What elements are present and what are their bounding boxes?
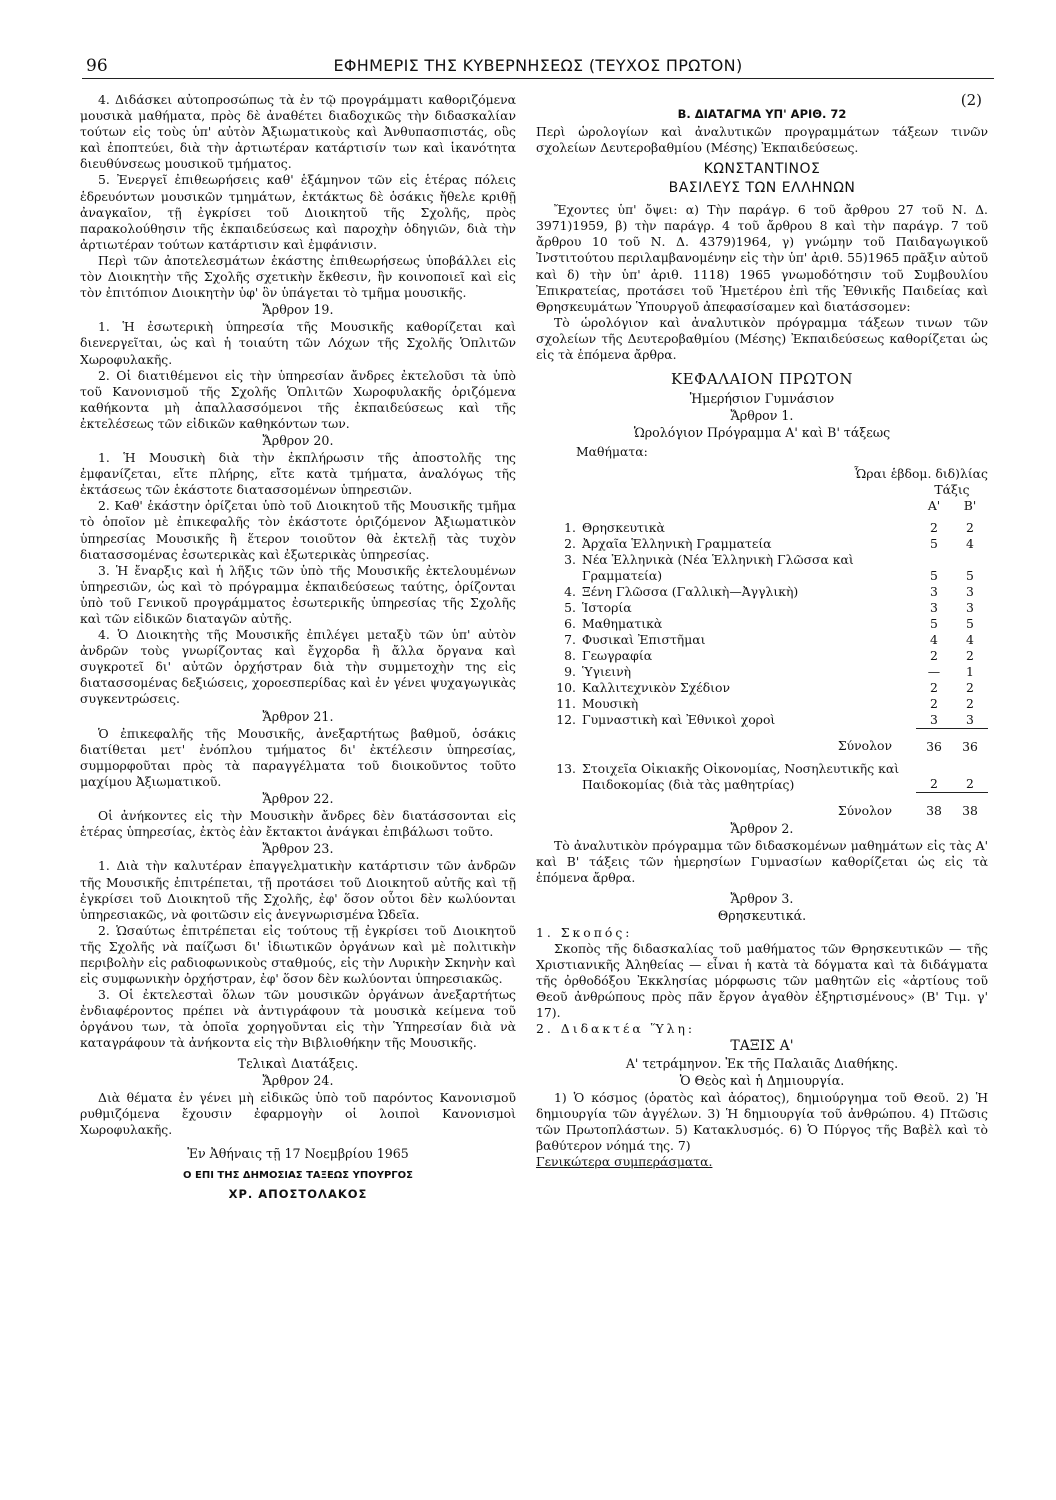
school-type: Ἡμερήσιον Γυμνάσιον [689,391,835,407]
article-19-para-2: 2. Οἱ διατιθέμενοι εἰς τὴν ὑπηρεσίαν ἄνδρες ἐκτελοῦσι τὰ ὑπὸ τοῦ Κανονισμοῦ τῆς Σχολῆς Ὁπλιτῶν Χωροφυλακῆς ὁριζόμενα καθήκοντα μὴ ἀπαλλασσόμενοι τῆς ἐκπαιδεύσεως καὶ τῆς ἐκτελέσεως τῶν εἰδικῶν καθηκόντων των. [80,367,516,431]
hours-b: 4 [966,535,974,551]
subject-name: Φυσικαὶ Ἐπιστῆμαι [582,631,706,647]
date-line: Ἐν Ἀθήναις τῇ 17 Νοεμβρίου 1965 [187,1146,409,1161]
topics-text-end: Γενικώτερα συμπεράσματα. [536,1154,713,1170]
subject-number: 11. [556,695,576,711]
table-row [536,680,988,696]
table-row [536,536,988,552]
article-1-heading: Ἄρθρον 1. [730,408,794,424]
hours-a: 5 [930,567,938,583]
article-20-heading: Ἄρθρον 20. [262,432,334,448]
subject-name: Ἱστορία [582,599,632,615]
king-title: ΒΑΣΙΛΕΥΣ ΤΩΝ ΕΛΛΗΝΩΝ [668,180,856,197]
table-row [536,648,988,664]
subject-name: Γυμναστικὴ καὶ Ἐθνικοὶ χοροὶ [582,711,776,727]
total-a: 36 [916,728,952,755]
gazette-title: ΕΦΗΜΕΡΙΣ ΤΗΣ ΚΥΒΕΡΝΗΣΕΩΣ (ΤΕΥΧΟΣ ΠΡΩΤΟΝ) [333,56,743,75]
minister-title: Ο ΕΠΙ ΤΗΣ ΔΗΜΟΣΙΑΣ ΤΑΞΕΩΣ ΥΠΟΥΡΓΟΣ [183,1170,413,1182]
hours-a: 3 [930,599,938,615]
teaching-matter-label: 2. Διδακτέα Ὕλη: [536,1021,696,1037]
decree-number: (2) [960,91,982,109]
article-23-para-1: 1. Διὰ τὴν καλυτέραν ἐπαγγελματικὴν κατάρτισιν τῶν ἀνδρῶν τῆς Μουσικῆς ἐπιτρέπεται, τῇ προτάσει τοῦ Διοικητοῦ αὐτῆς καὶ τῇ ἐγκρίσει τοῦ Διοικητοῦ τῆς Σχολῆς, ἐφ' ὅσον οὗτοι δὲν κωλύονται ὑπηρεσιακῶς, νὰ φοιτῶσιν εἰς ἀνεγνωρισμένα Ὠδεῖα. [80,858,516,922]
king-heading [536,160,988,198]
subject-number: 6. [564,615,576,631]
subject-name: Νέα Ἑλληνικὰ (Νέα Ἑλληνικὴ Γλῶσσα καὶ Γραμματεία) [582,551,854,583]
final-provisions-heading: Τελικαὶ Διατάξεις. [237,1055,359,1071]
subject-number: 1. [564,519,576,535]
subject-name: Γεωγραφία [582,647,653,663]
decree-subject: Περὶ ὡρολογίων καὶ ἀναλυτικῶν προγραμμάτων τάξεων τινῶν σχολείων Δευτεροβαθμίου (Μέσης) Ἐκπαιδεύσεως. [536,124,988,156]
hours-a: 2 [930,695,938,711]
article-24-text: Διὰ θέματα ἐν γένει μὴ εἰδικῶς ὑπὸ τοῦ παρόντος Κανονισμοῦ ρυθμιζόμενα ἔχουσιν ἐφαρμογὴν οἱ λοιποὶ Κανονισμοὶ Χωροφυλακῆς. [80,1089,516,1137]
class-b-header: Β' [963,497,977,513]
subject-number: 7. [564,631,576,647]
subject-number: 3. [564,551,576,567]
grand-total-label: Σύνολον [837,802,892,818]
schedule-title: Ὡρολόγιον Πρόγραμμα Α' καὶ Β' τάξεως [633,425,891,441]
hours-b: 2 [966,776,974,792]
grand-total-row [536,793,988,820]
table-header-row [536,482,988,498]
hours-a: 2 [930,776,938,792]
hours-b: 2 [966,695,974,711]
hours-a: 4 [930,631,938,647]
paragraph-5: 5. Ἐνεργεῖ ἐπιθεωρήσεις καθ' ἑξάμηνον τῶν εἰς ἑτέρας πόλεις ἑδρευόντων μουσικῶν τμημάτων, ἐκτάκτως δὲ ὁσάκις ἤθελε κριθῇ ἀναγκαῖον, τῇ ἐγκρίσει τοῦ Διοικητοῦ τῆς Σχολῆς, πρὸς παρακολούθησιν τῆς ἐκπαιδεύσεως καὶ παροχὴν ὁδηγιῶν, διὰ τὴν ἀρτιωτέραν τούτων κατάρτισιν καὶ ἐμφάνισιν. [80,172,516,252]
table-row [536,600,988,616]
class-a-subheading: Α' τετράμηνον. Ἐκ τῆς Παλαιᾶς Διαθήκης. [625,1055,899,1071]
article-19-heading: Ἄρθρον 19. [262,302,334,318]
subject-name: Ἀρχαῖα Ἑλληνικὴ Γραμματεία [582,535,772,551]
table-row [536,584,988,600]
hours-label: Ὧραι ἑβδομ. διδ)λίας [854,465,988,481]
hours-a: 5 [930,535,938,551]
decree-preamble: Ἔχοντες ὑπ' ὄψει: α) Τὴν παράγρ. 6 τοῦ ἄρθρου 27 τοῦ Ν. Δ. 3971)1959, β) τὴν παράγρ. 4 τοῦ ἄρθρου 8 καὶ τὴν παράγρ. 7 τοῦ ἄρθρου 10 τοῦ Ν. Δ. 4379)1964, γ) γνώμην τοῦ Παιδαγωγικοῦ Ἰνστιτούτου περιλαμβανομένην εἰς τὴν ὑπ' ἀριθ. 55)1965 πρᾶξιν αὐτοῦ καὶ δ) τὴν ὑπ' ἀριθ. 1118) 1965 γνωμοδότησιν τοῦ Συμβουλίου Ἐπικρατείας, προτάσει τοῦ Ἡμετέρου ἐπὶ τῆς Ἐθνικῆς Παιδείας καὶ Θρησκευμάτων Ὑπουργοῦ ἀπεφασίσαμεν καὶ διατάσσομεν: [536,202,988,314]
article-20-para-2: 2. Καθ' ἑκάστην ὁρίζεται ὑπὸ τοῦ Διοικητοῦ τῆς Μουσικῆς τμῆμα τὸ ὁποῖον μὲ ἐπικεφαλῆς τὸν ἑκάστοτε ὁριζόμενον Ἀξιωματικὸν ὑπηρεσίας Μουσικῆς ἢ ἕτερον τοιοῦτον θὰ ἐκτελῇ τὰς τυχὸν διατασσομένας ἐσωτερικὰς καὶ ἐξωτερικὰς ὑπηρεσίας. [80,498,516,562]
subject-number: 13. [556,760,576,776]
topics-text: 1) Ὁ κόσμος (ὁρατὸς καὶ ἀόρατος), δημιούργημα τοῦ Θεοῦ. 2) Ἡ δημιουργία τῶν ἀγγέλων. 3) Ἡ δημιουργία τοῦ ἀνθρώπου. 4) Πτῶσις τῶν Πρωτοπλάστων. 5) Κατακλυσμός. 6) Ὁ Πύργος τῆς Βαβὲλ καὶ τὸ βαθύτερον νόημά της. 7) [536,1089,988,1153]
table-header-row [536,498,988,514]
page-number: 96 [86,56,108,76]
article-2-text: Τὸ ἀναλυτικὸν πρόγραμμα τῶν διδασκομένων μαθημάτων εἰς τὰς Α' καὶ Β' τάξεις τῶν ἡμερησίων Γυμνασίων καθορίζεται ὡς εἰς τὰ ἑπόμενα ἄρθρα. [536,838,988,886]
subject-number: 12. [556,711,576,727]
table-row [536,616,988,632]
total-row [536,728,988,755]
subject-name: Μαθηματικὰ [582,615,663,631]
hours-b: 4 [966,631,974,647]
article-19-para-1: 1. Ἡ ἐσωτερικὴ ὑπηρεσία τῆς Μουσικῆς καθορίζεται καὶ διενεργεῖται, ὡς καὶ ἡ τοιαύτη τῶν Λόχων τῆς Σχολῆς Ὁπλιτῶν Χωροφυλακῆς. [80,319,516,367]
subject-number: 2. [564,535,576,551]
hours-a: 2 [930,647,938,663]
aim-label: 1. Σκοπός: [536,924,633,940]
king-name: ΚΩΝΣΤΑΝΤΙΝΟΣ [703,161,821,178]
hours-b: 5 [966,615,974,631]
article-23-para-2: 2. Ὡσαύτως ἐπιτρέπεται εἰς τούτους τῇ ἐγκρίσει τοῦ Διοικητοῦ τῆς Σχολῆς νὰ παίζωσι δι' ἰδιωτικῶν ὀργάνων καὶ μὲ πολιτικὴν περιβολὴν εἰς ραδιοφωνικοὺς σταθμούς, εἰς τὴν Λυρικὴν Σκηνὴν καὶ εἰς συμφωνικὴν ὀρχήστραν, ἐφ' ὅσον δὲν κωλύονται ὑπηρεσιακῶς. [80,922,516,987]
schedule-table [536,482,988,820]
decree-header [536,91,988,121]
class-a-heading: ΤΑΞΙΣ Α' [730,1038,794,1055]
hours-b: 3 [966,599,974,615]
minister-name: ΧΡ. ΑΠΟΣΤΟΛΑΚΟΣ [228,1187,368,1202]
subjects-label: Μαθήματα: [576,443,648,459]
article-21-text: Ὁ ἐπικεφαλῆς τῆς Μουσικῆς, ἀνεξαρτήτως βαθμοῦ, ὁσάκις διατίθεται μετ' ἐνόπλου τμήματος δι' ἐκτέλεσιν ὑπηρεσίας, συμμορφοῦται πρὸς τὰ παραγγέλματα τοῦ διοικοῦντος τοῦτο μαχίμου Ἀξιωματικοῦ. [80,725,516,789]
subject-number: 10. [556,679,576,695]
right-column [536,92,988,1170]
article-20-para-3: 3. Ἡ ἔναρξις καὶ ἡ λῆξις τῶν ὑπὸ τῆς Μουσικῆς ἐκτελουμένων ὑπηρεσιῶν, ὡς καὶ τὸ πρόγραμμα ἐκπαιδεύσεως ταύτης, ὁρίζονται ὑπὸ τοῦ Γενικοῦ προγράμματος ἐσωτερικῆς ὑπηρεσίας τῆς Σχολῆς καὶ τῶν εἰδικῶν διαταγῶν αὐτῆς. [80,562,516,626]
hours-b: 3 [966,711,974,727]
article-22-heading: Ἄρθρον 22. [262,791,334,807]
hours-a: 3 [930,711,938,727]
article-23-heading: Ἄρθρον 23. [262,841,334,857]
table-row [536,712,988,729]
subject-number: 9. [564,663,576,679]
subject-name: Στοιχεῖα Οἰκιακῆς Οἰκονομίας, Νοσηλευτικῆς καὶ Παιδοκομίας (διὰ τὰς μαθητρίας) [582,760,900,792]
subject-number: 8. [564,647,576,663]
total-b: 36 [952,728,988,755]
table-row [536,664,988,680]
class-a-header: Α' [927,497,941,513]
article-22-text: Οἱ ἀνήκοντες εἰς τὴν Μουσικὴν ἄνδρες δὲν διατάσσονται εἰς ἑτέρας ὑπηρεσίας, ἐκτὸς ἐὰν ἔκτακτοι ἀνάγκαι ἐπιβάλωσι τοῦτο. [80,808,516,840]
paragraph-4: 4. Διδάσκει αὐτοπροσώπως τὰ ἐν τῷ προγράμματι καθοριζόμενα μουσικὰ μαθήματα, πρὸς δὲ ἀναθέτει διαδοχικῶς τὴν διδασκαλίαν τούτων εἰς τοὺς ὑπ' αὐτὸν Ἀξιωματικοὺς καὶ Ἀνθυπασπιστάς, οὓς καὶ ἐποπτεύει, διὰ τὴν ἀρτιωτέραν κατάρτισίν των καὶ ἱκανότητα διευθύνσεως μουσικοῦ τμήματος. [80,92,516,172]
hours-b: 2 [966,519,974,535]
aim-text: Σκοπὸς τῆς διδασκαλίας τοῦ μαθήματος τῶν Θρησκευτικῶν — τῆς Χριστιανικῆς Ἀληθείας — εἶναι ἡ κατὰ τὰ δόγματα καὶ τὰ διδάγματα τῆς ὀρθοδόξου Ἐκκλησίας μόρφωσις τῶν μαθητῶν εἰς «ἀρτίους τοῦ Θεοῦ ἀνθρώπους πρὸς πᾶν ἔργον ἀγαθὸν ἐξηρτισμένους» (Β' Τιμ. γ' 17). [536,940,988,1021]
decree-title: Β. ΔΙΑΤΑΓΜΑ ΥΠ' ΑΡΙΘ. 72 [677,107,847,121]
hours-a: 2 [930,679,938,695]
table-row [536,761,988,793]
subject-name: Καλλιτεχνικὸν Σχέδιον [582,679,731,695]
subject-name: Ξένη Γλῶσσα (Γαλλικὴ—Ἀγγλικὴ) [582,583,799,599]
article-24-heading: Ἄρθρον 24. [262,1072,334,1088]
table-row [536,632,988,648]
table-row [536,520,988,536]
classes-header: Τάξις [934,481,970,497]
god-creation-heading: Ὁ Θεὸς καὶ ἡ Δημιουργία. [679,1072,845,1088]
hours-b: 3 [966,583,974,599]
article-21-heading: Ἄρθρον 21. [262,708,334,724]
hours-a: 5 [930,615,938,631]
hours-b: 1 [966,663,974,679]
table-row [536,696,988,712]
paragraph-inspection-report: Περὶ τῶν ἀποτελεσμάτων ἑκάστης ἐπιθεωρήσεως ὑποβάλλει εἰς τὸν Διοικητὴν τῆς Σχολῆς σχετικὴν ἔκθεσιν, ἣν κοινοποιεῖ καὶ εἰς τὸν ἐπιτόπιον Διοικητὴν ὑφ' ὃν ὑπάγεται τὸ τμῆμα μουσικῆς. [80,252,516,301]
subject-number: 4. [564,583,576,599]
article-23-para-3: 3. Οἱ ἐκτελεσταὶ ὅλων τῶν μουσικῶν ὀργάνων ἀνεξαρτήτως ἐνδιαφέροντος πρέπει νὰ ἀντιγράφουν τὰ μουσικὰ κείμενα τοῦ ὀργάνου των, τὰ ὁποῖα χορηγοῦνται εἰς τὴν Ὑπηρεσίαν διὰ νὰ καταγράφουν τὰ ἀνήκοντα εἰς τὴν Βιβλιοθήκην τῆς Μουσικῆς. [80,987,516,1051]
subject-number: 5. [564,599,576,615]
article-20-para-4: 4. Ὁ Διοικητὴς τῆς Μουσικῆς ἐπιλέγει μεταξὺ τῶν ὑπ' αὐτὸν ἀνδρῶν τοὺς γνωρίζοντας καὶ ἔγχορδα ἢ ἄλλα ὄργανα καὶ συγκροτεῖ δι' αὐτῶν ὀρχήστραν διὰ τὴν συμμετοχὴν της εἰς διατασσομένας δεξιώσεις, χοροεσπερίδας καὶ ἐν γένει ψυχαγωγικὰς συγκεντρώσεις. [80,627,516,707]
total-label: Σύνολον [837,738,892,754]
grand-total-b: 38 [952,793,988,820]
hours-a: 2 [930,519,938,535]
hours-b: 2 [966,647,974,663]
hours-a: 3 [930,583,938,599]
table-row [536,552,988,584]
article-2-heading: Ἄρθρον 2. [730,821,794,837]
decree-intro: Τὸ ὡρολόγιον καὶ ἀναλυτικὸν πρόγραμμα τάξεων τινων τῶν σχολείων τῆς Δευτεροβαθμίου (Μέσης) Ἐκπαιδεύσεως καθορίζεται ὡς εἰς τὰ ἑπόμενα ἄρθρα. [536,314,988,363]
article-3-heading: Ἄρθρον 3. [730,890,794,906]
chapter-heading: ΚΕΦΑΛΑΙΟΝ ΠΡΩΤΟΝ [670,370,854,389]
subject-name: Μουσικὴ [582,695,639,711]
subject-name: Ὑγιεινὴ [582,663,632,679]
hours-b: 5 [966,567,974,583]
hours-a: — [927,663,941,679]
hours-b: 2 [966,679,974,695]
subject-name: Θρησκευτικὰ [582,519,665,535]
article-20-para-1: 1. Ἡ Μουσικὴ διὰ τὴν ἐκπλήρωσιν τῆς ἀποστολῆς της ἐμφανίζεται, εἴτε πλήρης, εἴτε κατὰ τμήματα, ἀναλόγως τῆς ἐκτάσεως τῶν ἑκάστοτε διατασσομένων ὑπηρεσιῶν. [80,450,516,498]
left-column [80,92,516,1202]
header-rule [82,78,994,79]
article-3-subject: Θρησκευτικά. [717,907,807,923]
grand-total-a: 38 [916,793,952,820]
